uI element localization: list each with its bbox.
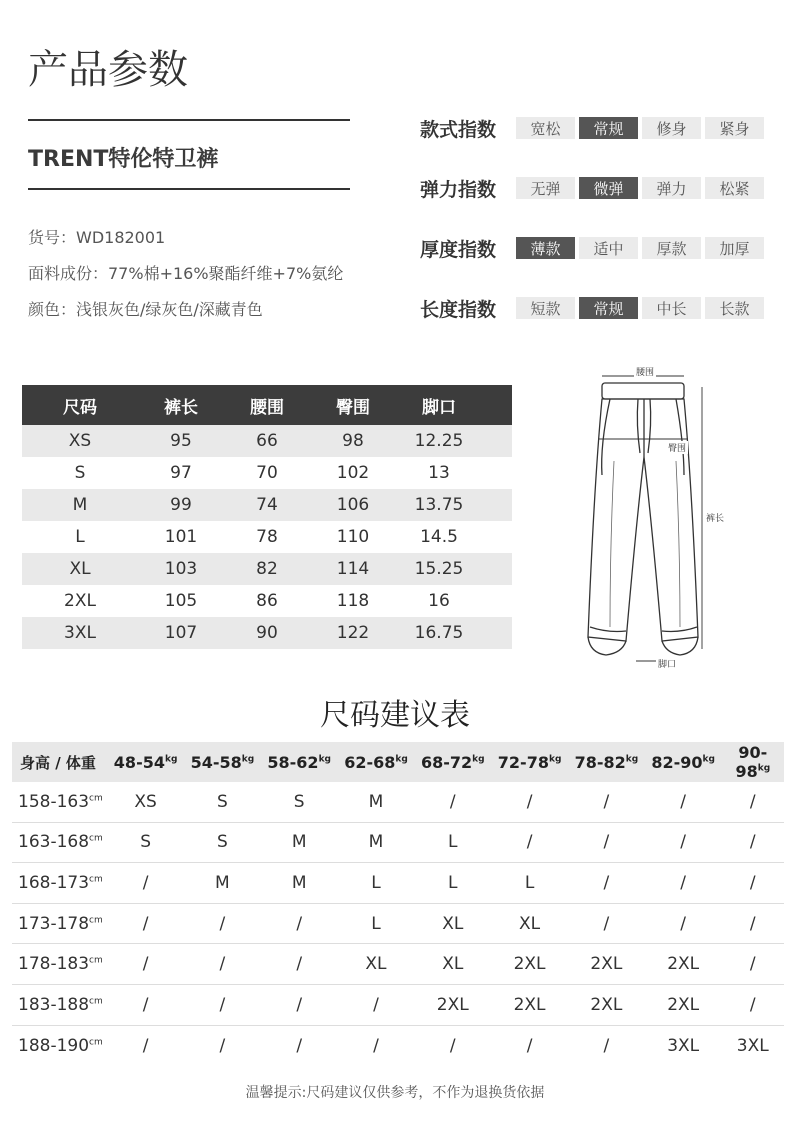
size-table-cell: M bbox=[72, 495, 88, 515]
height-weight-corner: 身高 / 体重 bbox=[20, 753, 96, 772]
size-recommend-cell: / bbox=[142, 872, 149, 893]
size-recommend-cell: 2XL bbox=[667, 954, 700, 975]
size-recommend-cell: M bbox=[368, 791, 384, 812]
size-table-cell: 102 bbox=[336, 463, 370, 483]
weight-header-cell: $62-68^{kg}$ bbox=[344, 752, 408, 772]
index-option: 长款 bbox=[705, 297, 764, 319]
pants-diagram bbox=[580, 365, 730, 675]
size-table-cell: 82 bbox=[256, 559, 278, 579]
size-recommend-cell: / bbox=[526, 791, 533, 812]
size-recommend-cell: L bbox=[448, 832, 458, 853]
size-table-row bbox=[22, 553, 512, 585]
size-recommend-cell: 2XL bbox=[590, 954, 623, 975]
size-recommend-cell: / bbox=[526, 1035, 533, 1056]
size-table-cell: 106 bbox=[336, 495, 370, 515]
size-recommend-cell: XL bbox=[519, 913, 541, 934]
size-table-cell: 98 bbox=[342, 431, 364, 451]
size-recommend-cell: / bbox=[680, 872, 687, 893]
size-recommend-cell: S bbox=[216, 832, 228, 853]
height-cell: $168-173^{cm}$ bbox=[18, 872, 103, 893]
height-cell: $188-190^{cm}$ bbox=[18, 1035, 103, 1056]
size-table-cell: 101 bbox=[164, 527, 198, 547]
size-table-cell: 74 bbox=[256, 495, 278, 515]
recommend-table-row bbox=[12, 823, 784, 864]
size-recommend-cell: / bbox=[296, 913, 303, 934]
size-recommend-cell: / bbox=[749, 832, 756, 853]
size-table-cell: 14.5 bbox=[420, 527, 458, 547]
size-table bbox=[22, 385, 512, 649]
size-recommend-cell: / bbox=[603, 832, 610, 853]
index-option: 适中 bbox=[579, 237, 638, 259]
size-table-cell: 66 bbox=[256, 431, 278, 451]
index-option: 弹力 bbox=[642, 177, 701, 199]
index-label: 弹力指数 bbox=[420, 178, 497, 201]
weight-header-cell: $68-72^{kg}$ bbox=[420, 752, 485, 772]
index-label: 款式指数 bbox=[420, 118, 497, 141]
weight-header-cell: $54-58^{kg}$ bbox=[190, 752, 255, 772]
size-table-cell: 2XL bbox=[64, 591, 96, 611]
size-table-header-cell: 腰围 bbox=[250, 397, 284, 418]
page-title: 产品参数 bbox=[28, 47, 188, 93]
item-number: 货号：WD182001 bbox=[28, 228, 166, 247]
size-table-cell: XS bbox=[68, 431, 92, 451]
weight-header-cell: $72-78^{kg}$ bbox=[497, 752, 562, 772]
size-recommend-cell: / bbox=[603, 1035, 610, 1056]
size-table-cell: 3XL bbox=[64, 623, 96, 643]
size-recommend-cell: / bbox=[219, 994, 226, 1015]
size-recommend-cell: / bbox=[603, 791, 610, 812]
weight-header-cell: $48-54^{kg}$ bbox=[113, 752, 178, 772]
size-recommend-cell: XS bbox=[134, 791, 157, 812]
length-label: 裤长 bbox=[706, 511, 724, 524]
size-table-cell: 103 bbox=[164, 559, 198, 579]
size-recommend-cell: / bbox=[603, 913, 610, 934]
size-recommend-cell: / bbox=[449, 1035, 456, 1056]
size-recommend-cell: 2XL bbox=[513, 954, 546, 975]
size-table-cell: 78 bbox=[256, 527, 278, 547]
recommend-table-header bbox=[12, 742, 784, 782]
size-recommend-cell: / bbox=[449, 791, 456, 812]
size-table-header bbox=[22, 385, 512, 425]
size-recommend-cell: S bbox=[140, 832, 151, 853]
size-recommend-cell: 2XL bbox=[513, 994, 546, 1015]
size-recommend-cell: 2XL bbox=[436, 994, 469, 1015]
divider-top bbox=[28, 119, 350, 121]
height-unit: cm bbox=[89, 955, 103, 966]
size-recommend-cell: / bbox=[526, 832, 533, 853]
size-recommend-cell: XL bbox=[442, 954, 464, 975]
weight-header-cell: $78-82^{kg}$ bbox=[574, 752, 639, 772]
size-table-row bbox=[22, 521, 512, 553]
height-unit: cm bbox=[89, 793, 103, 804]
recommend-table-row bbox=[12, 863, 784, 904]
height-cell: $163-168^{cm}$ bbox=[18, 832, 103, 853]
size-recommend-cell: 2XL bbox=[590, 994, 623, 1015]
weight-unit: kg bbox=[625, 754, 639, 765]
weight-header-cell: $90-98^{kg}$ bbox=[735, 743, 771, 781]
index-option: 松紧 bbox=[705, 177, 764, 199]
size-recommend-cell: M bbox=[291, 832, 307, 853]
size-table-cell: 97 bbox=[170, 463, 192, 483]
size-recommend-cell: / bbox=[749, 994, 756, 1015]
size-recommend-cell: M bbox=[291, 872, 307, 893]
size-recommend-cell: / bbox=[749, 954, 756, 975]
index-label: 长度指数 bbox=[420, 298, 497, 321]
size-recommend-cell: XL bbox=[365, 954, 387, 975]
height-cell: $158-163^{cm}$ bbox=[18, 791, 103, 812]
size-table-header-cell: 脚口 bbox=[422, 397, 456, 418]
recommend-title: 尺码建议表 bbox=[320, 698, 470, 733]
size-table-cell: 86 bbox=[256, 591, 278, 611]
size-recommend-cell: / bbox=[219, 1035, 226, 1056]
size-recommend-cell: / bbox=[296, 994, 303, 1015]
recommend-table-row bbox=[12, 904, 784, 945]
size-recommend-cell: XL bbox=[442, 913, 464, 934]
hem-label: 脚口 bbox=[656, 657, 678, 670]
size-table-cell: L bbox=[75, 527, 85, 547]
size-recommend-cell: / bbox=[142, 1035, 149, 1056]
height-cell: $178-183^{cm}$ bbox=[18, 954, 103, 975]
size-table-cell: 95 bbox=[170, 431, 192, 451]
size-recommend-cell: / bbox=[603, 872, 610, 893]
size-recommend-cell: S bbox=[216, 791, 228, 812]
size-recommend-cell: / bbox=[680, 832, 687, 853]
index-option: 宽松 bbox=[516, 117, 575, 139]
weight-unit: kg bbox=[548, 754, 562, 765]
size-table-cell: 110 bbox=[336, 527, 370, 547]
hip-label: 臀围 bbox=[666, 441, 688, 454]
waist-label: 腰围 bbox=[634, 365, 656, 378]
size-table-cell: 105 bbox=[164, 591, 198, 611]
size-table-cell: S bbox=[74, 463, 86, 483]
size-table-cell: XL bbox=[69, 559, 91, 579]
size-recommend-cell: S bbox=[293, 791, 305, 812]
index-option: 无弹 bbox=[516, 177, 575, 199]
size-table-cell: 15.25 bbox=[414, 559, 464, 579]
height-unit: cm bbox=[89, 1037, 103, 1048]
footnote: 温馨提示:尺码建议仅供参考，不作为退换货依据 bbox=[245, 1085, 545, 1101]
weight-unit: kg bbox=[241, 754, 255, 765]
product-name: TRENT特伦特卫裤 bbox=[28, 147, 219, 172]
size-table-header-cell: 裤长 bbox=[164, 397, 198, 418]
size-recommend-cell: L bbox=[371, 913, 381, 934]
index-label: 厚度指数 bbox=[420, 238, 497, 261]
index-option: 加厚 bbox=[705, 237, 764, 259]
size-recommend-cell: M bbox=[215, 872, 230, 893]
size-table-cell: 118 bbox=[336, 591, 370, 611]
weight-unit: kg bbox=[472, 754, 485, 765]
size-recommend-cell: L bbox=[448, 872, 458, 893]
index-option: 短款 bbox=[516, 297, 575, 319]
index-option: 修身 bbox=[642, 117, 701, 139]
size-recommend-cell: L bbox=[371, 872, 381, 893]
size-recommend-cell: / bbox=[142, 994, 149, 1015]
size-table-cell: 16 bbox=[428, 591, 450, 611]
size-table-cell: 16.75 bbox=[414, 623, 464, 643]
recommend-table-row bbox=[12, 1026, 784, 1067]
index-row bbox=[420, 115, 768, 141]
size-recommend-cell: 3XL bbox=[736, 1035, 769, 1056]
size-recommend-cell: M bbox=[368, 832, 384, 853]
size-table-row bbox=[22, 425, 512, 457]
index-row bbox=[420, 175, 768, 201]
size-recommend-cell: / bbox=[142, 913, 149, 934]
index-option-selected: 常规 bbox=[579, 297, 638, 319]
size-recommend-cell: / bbox=[296, 1035, 303, 1056]
size-table-cell: 13.75 bbox=[414, 495, 464, 515]
size-table-cell: 90 bbox=[256, 623, 278, 643]
index-option: 紧身 bbox=[705, 117, 764, 139]
size-recommend-cell: 3XL bbox=[667, 1035, 700, 1056]
size-table-cell: 122 bbox=[336, 623, 370, 643]
size-recommend-cell: / bbox=[219, 954, 226, 975]
size-recommend-cell: / bbox=[373, 994, 379, 1015]
height-cell: $173-178^{cm}$ bbox=[18, 913, 103, 934]
height-unit: cm bbox=[89, 996, 103, 1007]
index-option-selected: 常规 bbox=[579, 117, 638, 139]
index-option-selected: 微弹 bbox=[579, 177, 638, 199]
height-cell: $183-188^{cm}$ bbox=[18, 994, 103, 1015]
size-table-row bbox=[22, 585, 512, 617]
fabric-composition: 面料成份：77%棉+16%聚酯纤维+7%氨纶 bbox=[28, 264, 344, 283]
height-unit: cm bbox=[89, 914, 103, 925]
size-recommend-cell: / bbox=[749, 872, 756, 893]
size-recommend-cell: 2XL bbox=[667, 994, 700, 1015]
size-recommend-cell: / bbox=[296, 954, 303, 975]
height-unit: cm bbox=[89, 833, 103, 844]
size-table-header-cell: 尺码 bbox=[63, 397, 97, 418]
weight-header-cell: $82-90^{kg}$ bbox=[651, 752, 715, 772]
size-table-cell: 107 bbox=[164, 623, 198, 643]
size-table-row bbox=[22, 617, 512, 649]
index-row bbox=[420, 295, 768, 321]
size-recommend-cell: L bbox=[524, 872, 535, 893]
size-recommend-cell: / bbox=[680, 913, 687, 934]
size-table-cell: 13 bbox=[428, 463, 450, 483]
height-unit: cm bbox=[89, 874, 103, 885]
weight-unit: kg bbox=[164, 754, 178, 765]
size-recommend-cell: / bbox=[680, 791, 687, 812]
weight-unit: kg bbox=[757, 763, 771, 774]
weight-header-cell: $58-62^{kg}$ bbox=[267, 752, 331, 772]
size-table-row bbox=[22, 457, 512, 489]
weight-unit: kg bbox=[395, 754, 408, 765]
color-options: 颜色：浅银灰色/绿灰色/深藏青色 bbox=[28, 300, 263, 319]
index-option: 中长 bbox=[642, 297, 701, 319]
recommend-table-row bbox=[12, 985, 784, 1026]
size-table-cell: 70 bbox=[256, 463, 278, 483]
recommend-table-row bbox=[12, 944, 784, 985]
size-recommend-cell: / bbox=[749, 913, 756, 934]
index-option: 厚款 bbox=[642, 237, 701, 259]
size-table-cell: 114 bbox=[336, 559, 370, 579]
size-table-cell: 12.25 bbox=[414, 431, 464, 451]
size-table-cell: 99 bbox=[170, 495, 192, 515]
recommend-table-row bbox=[12, 782, 784, 823]
size-recommend-cell: / bbox=[749, 791, 756, 812]
size-table-row bbox=[22, 489, 512, 521]
index-row bbox=[420, 235, 768, 261]
size-recommend-cell: / bbox=[219, 913, 226, 934]
weight-unit: kg bbox=[702, 754, 715, 765]
size-recommend-table bbox=[12, 742, 784, 1066]
weight-unit: kg bbox=[318, 754, 331, 765]
size-recommend-cell: / bbox=[142, 954, 149, 975]
divider-bottom bbox=[28, 188, 350, 190]
size-table-header-cell: 臀围 bbox=[336, 397, 370, 418]
index-option-selected: 薄款 bbox=[516, 237, 575, 259]
size-recommend-cell: / bbox=[373, 1035, 379, 1056]
